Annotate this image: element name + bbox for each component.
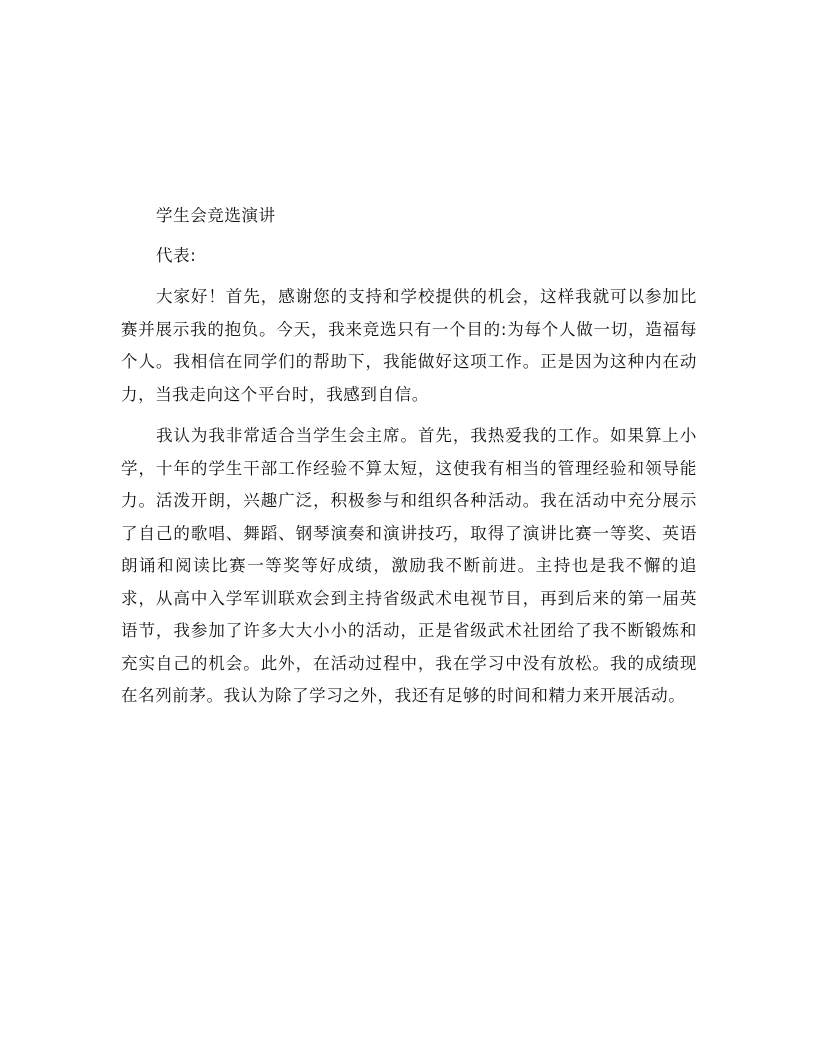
representative-label: 代表: <box>156 245 197 265</box>
paragraph-qualifications: 我认为我非常适合当学生会主席。首先，我热爱我的工作。如果算上小学，十年的学生干部工作经验不算太短，这使我有相当的管理经验和领导能力。活泼开朗，兴趣广泛，积极参与和组织各种活动。我在活动中充分展示了自己的歌唱、舞蹈、钢琴演奏和演讲技巧，取得了演讲比赛一等奖、英语朗诵和阅读比赛一等奖等好成绩，激励我不断前进。主持也是我不懈的追求，从高中入学军训联欢会到主持省级武术电视节目，再到后来的第一届英语节，我参加了许多大大小小的活动，正是省级武术社团给了我不断锻炼和充实自己的机会。此外，在活动过程中，我在学习中没有放松。我的成绩现在名列前茅。我认为除了学习之外，我还有足够的时间和精力来开展活动。 <box>121 426 697 705</box>
document-body <box>121 200 697 713</box>
paragraph-greeting: 大家好！首先，感谢您的支持和学校提供的机会，这样我就可以参加比赛并展示我的抱负。今天，我来竞选只有一个目的:为每个人做一切，造福每个人。我相信在同学们的帮助下，我能做好这项工作。正是因为这种内在动力，当我走向这个平台时，我感到自信。 <box>121 287 697 404</box>
speech-title: 学生会竞选演讲 <box>156 206 276 225</box>
